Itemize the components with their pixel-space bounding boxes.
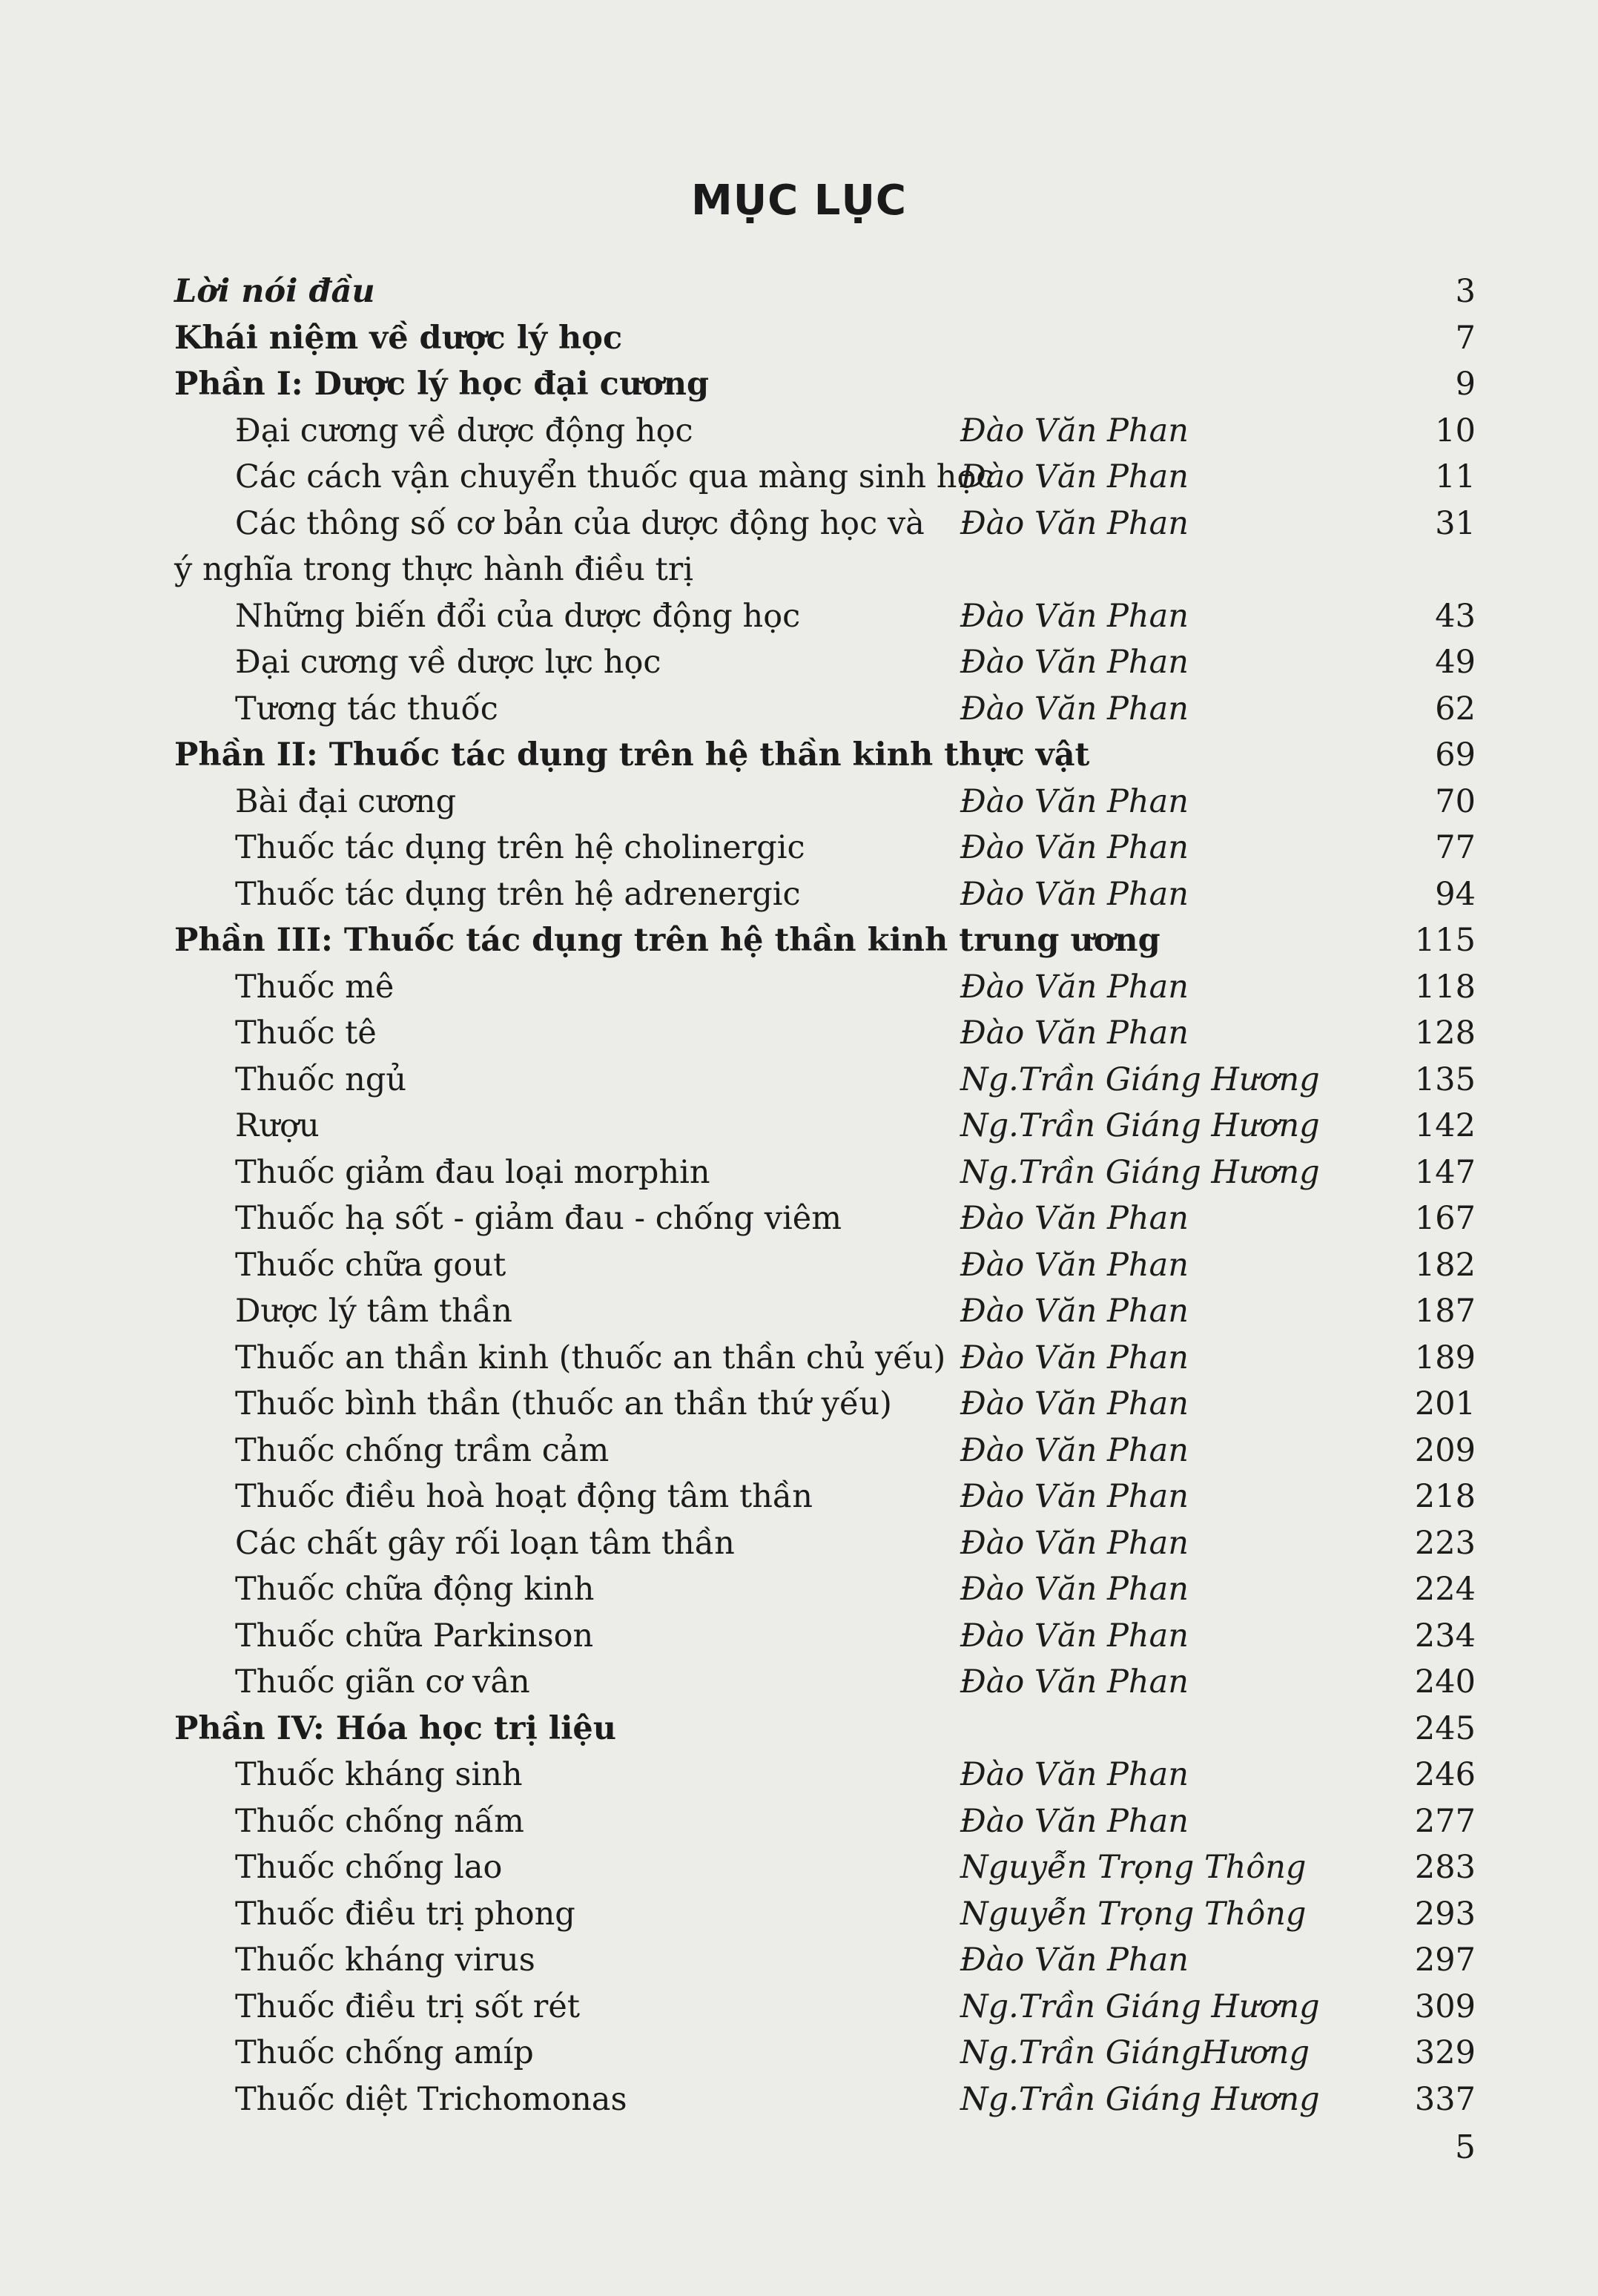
toc-entry-author: Đào Văn Phan: [960, 1802, 1189, 1840]
toc-entry-page: 234: [1414, 1617, 1476, 1655]
toc-entry-title: Thuốc diệt Trichomonas: [235, 2080, 627, 2118]
toc-entry-author: Đào Văn Phan: [960, 968, 1189, 1006]
toc-entry-title-continued: ý nghĩa trong thực hành điều trị: [174, 550, 694, 588]
toc-entry-author: Đào Văn Phan: [960, 1942, 1189, 1979]
toc-entry: [174, 1381, 1476, 1428]
toc-entry-author: Nguyễn Trọng Thông: [960, 1849, 1307, 1886]
toc-entry: [174, 1891, 1476, 1938]
toc-entry-author: Ng.Trần Giáng Hương: [960, 1107, 1320, 1144]
toc-entry: [174, 917, 1476, 964]
toc-entry-title: Những biến đổi của dược động học: [235, 597, 801, 635]
toc-entry: [174, 871, 1476, 918]
toc-entry-page: 329: [1414, 2034, 1476, 2071]
toc-entry-title: Dược lý tâm thần: [235, 1293, 512, 1330]
toc-entry: [174, 779, 1476, 825]
toc-entry-title: Thuốc an thần kinh (thuốc an thần chủ yếu): [235, 1339, 946, 1376]
toc-entry-author: Đào Văn Phan: [960, 1571, 1189, 1608]
toc-entry-author: Đào Văn Phan: [960, 644, 1189, 681]
toc-entry: [174, 1057, 1476, 1104]
toc-entry-page: 245: [1414, 1709, 1476, 1747]
toc-entry: [174, 1474, 1476, 1520]
toc-entry-title: Thuốc ngủ: [235, 1060, 407, 1098]
toc-entry-page: 115: [1414, 922, 1476, 959]
toc-entry-title: Thuốc chống nấm: [235, 1802, 524, 1840]
toc-entry-author: Nguyễn Trọng Thông: [960, 1895, 1307, 1933]
toc-entry-title: Phần IV: Hóa học trị liệu: [174, 1709, 617, 1747]
toc-entry: [174, 964, 1476, 1011]
toc-entry-page: 142: [1414, 1107, 1476, 1144]
toc-entry-author: Đào Văn Phan: [960, 690, 1189, 728]
toc-entry: [174, 1195, 1476, 1242]
toc-entry: [174, 1010, 1476, 1057]
toc-entry: [174, 686, 1476, 733]
toc-entry-page: 77: [1435, 829, 1476, 866]
toc-entry-page: 94: [1435, 875, 1476, 913]
toc-entry: [174, 1103, 1476, 1149]
toc-entry-author: Đào Văn Phan: [960, 1617, 1189, 1655]
toc-entry-author: Ng.Trần Giáng Hương: [960, 1060, 1320, 1098]
toc-entry: [174, 501, 1476, 593]
toc-entry-title: Lời nói đầu: [174, 273, 375, 310]
toc-entry-page: 3: [1455, 273, 1476, 310]
toc-entry: [174, 1613, 1476, 1660]
toc-entry: [174, 2030, 1476, 2076]
toc-entry: [174, 268, 1476, 315]
toc-entry-page: 246: [1414, 1756, 1476, 1793]
toc-entry-title: Thuốc kháng sinh: [235, 1756, 523, 1793]
toc-entry-page: 283: [1414, 1849, 1476, 1886]
toc-entry-title: Thuốc điều trị phong: [235, 1895, 575, 1933]
toc-entry-author: Đào Văn Phan: [960, 1431, 1189, 1469]
toc-entry-title: Thuốc chữa gout: [235, 1246, 506, 1284]
toc-entry-page: 187: [1414, 1293, 1476, 1330]
toc-entry-page: 10: [1435, 412, 1476, 449]
toc-entry-title: Các cách vận chuyển thuốc qua màng sinh học: [235, 458, 994, 495]
toc-entry-author: Đào Văn Phan: [960, 782, 1189, 820]
toc-entry-title: Các chất gây rối loạn tâm thần: [235, 1524, 735, 1562]
toc-entry-title: Thuốc kháng virus: [235, 1942, 535, 1979]
toc-entry-title: Thuốc hạ sốt - giảm đau - chống viêm: [235, 1200, 842, 1237]
toc-entry: [174, 1149, 1476, 1196]
toc-entry-page: 135: [1414, 1060, 1476, 1098]
toc-entry-page: 337: [1414, 2080, 1476, 2118]
toc-entry-page: 309: [1414, 1987, 1476, 2025]
toc-entry-page: 43: [1435, 597, 1476, 635]
toc-entry: [174, 1984, 1476, 2031]
toc-entry-author: Đào Văn Phan: [960, 597, 1189, 635]
toc-entry: [174, 1752, 1476, 1798]
toc-entry-title: Phần II: Thuốc tác dụng trên hệ thần kinh thực vật: [174, 736, 1090, 773]
toc-entry-title: Đại cương về dược động học: [235, 412, 693, 449]
toc-entry: [174, 1659, 1476, 1706]
toc-entry-title: Thuốc tác dụng trên hệ cholinergic: [235, 829, 805, 866]
toc-entry-author: Đào Văn Phan: [960, 1339, 1189, 1376]
toc-entry-page: 70: [1435, 782, 1476, 820]
page-number: 5: [1455, 2128, 1476, 2166]
toc-entry-author: Đào Văn Phan: [960, 1293, 1189, 1330]
toc-entry: [174, 1520, 1476, 1567]
toc-entry-title: Bài đại cương: [235, 782, 457, 820]
toc-entry: [174, 408, 1476, 455]
toc-entry-page: 224: [1414, 1571, 1476, 1608]
toc-entry-author: Đào Văn Phan: [960, 1478, 1189, 1515]
toc-entry: [174, 1798, 1476, 1845]
toc-entry-page: 297: [1414, 1942, 1476, 1979]
toc-entry-author: Ng.Trần Giáng Hương: [960, 1987, 1320, 2025]
toc-entry-title: Thuốc chống trầm cảm: [235, 1431, 610, 1469]
toc-entry-title: Thuốc chữa động kinh: [235, 1571, 595, 1608]
toc-entry-page: 9: [1455, 366, 1476, 403]
toc-entry-author: Đào Văn Phan: [960, 829, 1189, 866]
toc-entry: [174, 1335, 1476, 1382]
toc-entry-author: Ng.Trần Giáng Hương: [960, 2080, 1320, 2118]
toc-entry-author: Đào Văn Phan: [960, 412, 1189, 449]
toc-entry-author: Đào Văn Phan: [960, 504, 1189, 542]
toc-entry-page: 128: [1414, 1015, 1476, 1052]
toc-entry-page: 69: [1435, 736, 1476, 773]
toc-entry-title: Thuốc điều hoà hoạt động tâm thần: [235, 1478, 813, 1515]
table-of-contents: [174, 268, 1476, 2122]
toc-entry-author: Đào Văn Phan: [960, 1246, 1189, 1284]
toc-entry-page: 218: [1414, 1478, 1476, 1515]
toc-entry-title: Thuốc giảm đau loại morphin: [235, 1153, 710, 1191]
toc-entry-title: Thuốc giãn cơ vân: [235, 1663, 530, 1700]
toc-entry-title: Các thông số cơ bản của dược động học và: [235, 504, 925, 542]
toc-entry-author: Đào Văn Phan: [960, 1385, 1189, 1422]
toc-entry: [174, 732, 1476, 779]
toc-entry-page: 167: [1414, 1200, 1476, 1237]
toc-entry-author: Đào Văn Phan: [960, 1015, 1189, 1052]
toc-entry: [174, 1844, 1476, 1891]
toc-entry-title: Thuốc tê: [235, 1015, 377, 1052]
toc-entry: [174, 593, 1476, 640]
toc-entry-title: Thuốc chữa Parkinson: [235, 1617, 594, 1655]
page-title: MỤC LỤC: [690, 177, 908, 225]
toc-entry-author: Đào Văn Phan: [960, 875, 1189, 913]
toc-entry-title: Thuốc tác dụng trên hệ adrenergic: [235, 875, 801, 913]
toc-entry: [174, 1242, 1476, 1289]
toc-entry: [174, 315, 1476, 362]
toc-entry: [174, 825, 1476, 871]
toc-entry-title: Khái niệm về dược lý học: [174, 319, 623, 357]
toc-entry-title: Phần I: Dược lý học đại cương: [174, 366, 710, 403]
toc-entry-page: 118: [1414, 968, 1476, 1006]
toc-entry-title: Thuốc bình thần (thuốc an thần thứ yếu): [235, 1385, 892, 1422]
toc-entry-title: Thuốc chống lao: [235, 1849, 503, 1886]
toc-entry-page: 293: [1414, 1895, 1476, 1933]
toc-entry-author: Đào Văn Phan: [960, 1663, 1189, 1700]
toc-entry: [174, 361, 1476, 408]
toc-entry-page: 223: [1414, 1524, 1476, 1562]
toc-entry: [174, 639, 1476, 686]
toc-entry-page: 240: [1414, 1663, 1476, 1700]
toc-entry-title: Tương tác thuốc: [235, 690, 498, 728]
toc-entry-page: 277: [1414, 1802, 1476, 1840]
toc-entry-title: Đại cương về dược lực học: [235, 644, 661, 681]
toc-entry-page: 11: [1435, 458, 1476, 495]
toc-entry-author: Đào Văn Phan: [960, 1524, 1189, 1562]
toc-entry-page: 147: [1414, 1153, 1476, 1191]
toc-entry-page: 49: [1435, 644, 1476, 681]
toc-entry: [174, 1937, 1476, 1984]
toc-entry: [174, 2076, 1476, 2123]
toc-entry: [174, 454, 1476, 501]
toc-entry-page: 31: [1435, 504, 1476, 542]
toc-entry: [174, 1428, 1476, 1474]
toc-entry-page: 182: [1414, 1246, 1476, 1284]
toc-entry-title: Thuốc chống amíp: [235, 2034, 534, 2071]
toc-entry-page: 7: [1455, 319, 1476, 357]
toc-entry-page: 201: [1414, 1385, 1476, 1422]
toc-entry-author: Đào Văn Phan: [960, 1756, 1189, 1793]
toc-entry-title: Phần III: Thuốc tác dụng trên hệ thần kinh trung ương: [174, 922, 1160, 959]
toc-entry-title: Thuốc mê: [235, 968, 394, 1006]
toc-entry-page: 209: [1414, 1431, 1476, 1469]
toc-entry-author: Ng.Trần Giáng Hương: [960, 1153, 1320, 1191]
toc-entry: [174, 1566, 1476, 1613]
toc-entry-page: 189: [1414, 1339, 1476, 1376]
toc-entry: [174, 1706, 1476, 1752]
toc-entry-page: 62: [1435, 690, 1476, 728]
toc-entry-title: Thuốc điều trị sốt rét: [235, 1987, 581, 2025]
toc-entry: [174, 1288, 1476, 1335]
toc-entry-author: Đào Văn Phan: [960, 458, 1189, 495]
toc-entry-author: Đào Văn Phan: [960, 1200, 1189, 1237]
toc-entry-author: Ng.Trần GiángHương: [960, 2034, 1310, 2071]
toc-entry-title: Rượu: [235, 1107, 320, 1144]
